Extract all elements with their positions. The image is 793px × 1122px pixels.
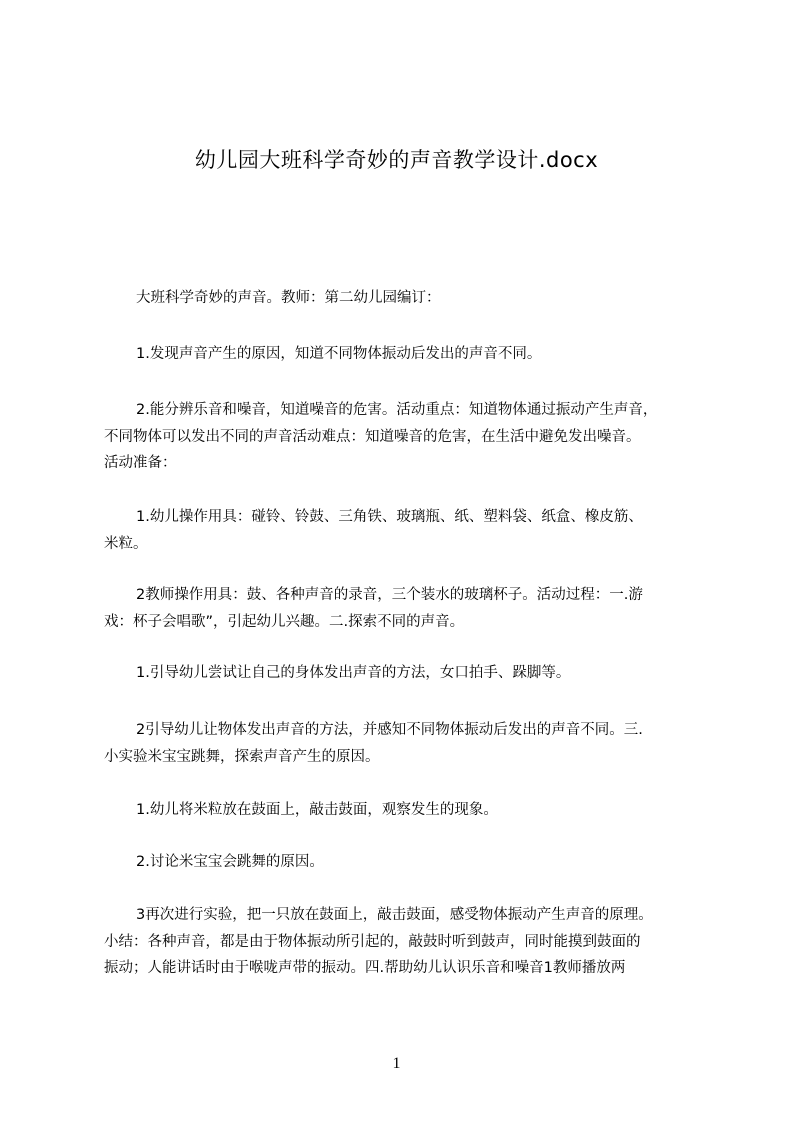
text-line: 1.幼儿将米粒放在鼓面上，敲击鼓面，观察发生的现象。 — [136, 802, 498, 818]
text-line: 戏：杯子会唱歌”，引起幼儿兴趣。二.探索不同的声音。 — [104, 613, 465, 630]
text-line: 1.引导幼儿尝试让自己的身体发出声音的方法，女口拍手、跺脚等。 — [136, 665, 571, 681]
paragraph — [104, 717, 724, 770]
text-line: 大班科学奇妙的声音。教师：第二幼儿园编订： — [136, 290, 441, 306]
paragraph — [104, 341, 724, 368]
text-line: 米粒。 — [104, 535, 148, 552]
text-line: 振动；人能讲话时由于喉咙声带的振动。四.帮助幼儿认识乐音和噪音1教师播放两 — [104, 960, 626, 976]
paragraph — [104, 504, 724, 557]
text-line: 不同物体可以发出不同的声音活动难点：知道噪音的危害，在生活中避免发出噪音。 — [104, 428, 641, 445]
text-line: 2引导幼儿让物体发出声音的方法，并感知不同物体振动后发出的声音不同。三. — [136, 722, 643, 738]
paragraph — [104, 849, 724, 876]
text-line: 2.能分辨乐音和噪音，知道噪音的危害。活动重点：知道物体通过振动产生声音， — [136, 402, 658, 418]
paragraph — [104, 660, 724, 687]
text-line: 小结：各种声音，都是由于物体振动所引起的，敲鼓时听到鼓声，同时能摸到鼓面的 — [104, 933, 641, 950]
paragraph — [104, 285, 724, 312]
paragraph — [104, 397, 724, 477]
text-line: 1.幼儿操作用具：碰铃、铃鼓、三角铁、玻璃瓶、纸、塑料袋、纸盒、橡皮筋、 — [136, 509, 643, 525]
paragraph — [104, 902, 724, 982]
text-line: 小实验米宝宝跳舞，探索声音产生的原因。 — [104, 748, 380, 765]
document-title: 幼儿园大班科学奇妙的声音教学设计.docx — [194, 148, 599, 172]
text-line: 2教师操作用具：鼓、各种声音的录音，三个装水的玻璃杯子。活动过程：一.游 — [136, 587, 643, 603]
page-number: 1 — [392, 1055, 401, 1072]
paragraph — [104, 582, 724, 635]
paragraph — [104, 797, 724, 824]
text-line: 活动准备： — [104, 455, 177, 471]
text-line: 2.讨论米宝宝会跳舞的原因。 — [136, 854, 324, 870]
text-line: 1.发现声音产生的原因，知道不同物体振动后发出的声音不同。 — [136, 346, 542, 362]
text-line: 3再次进行实验，把一只放在鼓面上，敲击鼓面，感受物体振动产生声音的原理。 — [136, 907, 653, 923]
